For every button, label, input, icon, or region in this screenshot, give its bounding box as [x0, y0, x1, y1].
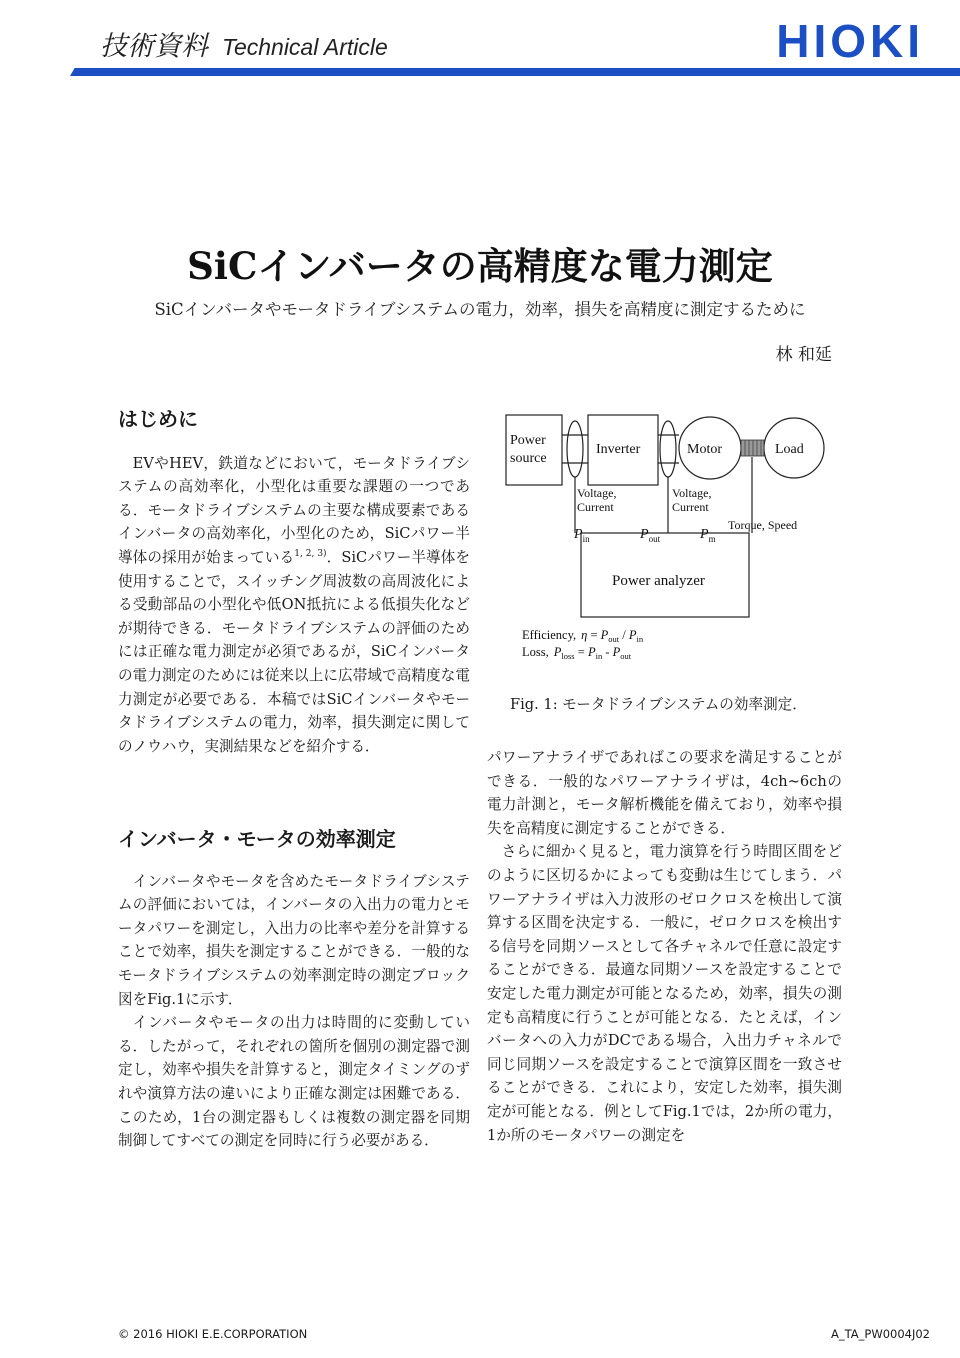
paragraph: パワーアナライザであればこの要求を満足することができる．一般的なパワーアナライザは，4ch~6chの電力計測と，モータ解析機能を備えており，効率や損失を高精度に測定することができる．: [487, 749, 842, 837]
paragraph-text: ．SiCパワー半導体を使用することで，スイッチング周波数の高周波化による受動部品の小型化や低ON抵抗による低損失化などが期待できる．モータドライブシステムの評価のためには正確な電力測定が必須であるが，SiCインバータの電力測定のためには従来以上に広帯域で高精度な電力測定が必要である．本稿ではSiCインバータやモータドライブシステムの電力，効率，損失測定に関してのノウハウ，実測結果などを紹介する．: [118, 548, 470, 755]
voltage-current-label: Voltage,: [672, 486, 712, 500]
footer-doc-id: A_TA_PW0004J02: [831, 1327, 930, 1341]
reference-marker: 1, 2, 3): [294, 549, 327, 560]
power-source-label: Power: [510, 433, 546, 448]
p-in-label: $P_{in}$: [574, 527, 590, 544]
loss-formula: Loss, $P_{loss} = P_{in} - P_{out}$: [522, 645, 632, 661]
power-source-box: [506, 415, 562, 485]
paragraph: インバータやモータの出力は時間的に変動している．したがって，それぞれの箇所を個別の測定器で測定し，効率や損失を計算すると，測定タイミングのずれや演算方法の違いにより正確な測定は困難である．このため，1台の測定器もしくは複数の測定器を同期制御してすべての測定を同時に行う必要がある．: [118, 1014, 470, 1150]
header-title: [100, 24, 388, 63]
section-heading: インバータ・モータの効率測定: [118, 827, 396, 851]
section-heading: はじめに: [118, 407, 198, 431]
section-efficiency: [118, 828, 470, 1153]
load-label: Load: [775, 442, 804, 457]
efficiency-formula: Efficiency, $\eta = P_{out} / P_{in}$: [522, 628, 644, 644]
voltage-current-label: Voltage,: [577, 486, 617, 500]
p-m-label: $P_m$: [700, 527, 716, 544]
footer-copyright: © 2016 HIOKI E.E.CORPORATION: [118, 1327, 308, 1341]
header-title-jp: 技術資料: [100, 31, 208, 62]
paragraph: さらに細かく見ると，電力演算を行う時間区間をどのように区切るかによっても変動は生じてしまう．パワーアナライザは入力波形のゼロクロスを検出して演算する区間を決定する．一般に，ゼロクロスを検出する信号を同期ソースとして各チャネルで任意に設定することができる．最適な同期ソースを設定することで安定した電力測定が可能となるため，効率，損失の測定も高精度に行うことが可能となる．たとえば，インバータへの入力がDCである場合，入出力チャネルで同じ同期ソースを設定することで演算区間を一致させることができる．これにより，安定した効率，損失測定が可能となる．例としてFig.1では，2か所の電力，1か所のモータパワーの測定を: [487, 843, 842, 1144]
section-introduction: [118, 408, 470, 758]
voltage-current-label: Current: [672, 500, 709, 514]
current-probe: [660, 421, 676, 477]
article-author: 林 和延: [775, 345, 832, 365]
current-probe: [567, 421, 583, 477]
article-title: SiCインバータの高精度な電力測定: [187, 244, 773, 288]
inverter-label: Inverter: [596, 442, 641, 457]
power-analyzer-label: Power analyzer: [612, 573, 705, 589]
right-column-text: [487, 746, 842, 1147]
figure-caption: Fig. 1: モータドライブシステムの効率測定．: [510, 696, 807, 713]
torque-sensor: [741, 440, 764, 456]
voltage-current-label: Current: [577, 500, 614, 514]
motor-label: Motor: [687, 442, 722, 457]
article-subtitle: SiCインバータやモータドライブシステムの電力，効率，損失を高精度に測定するために: [154, 300, 806, 319]
header-title-en: Technical Article: [222, 34, 388, 60]
block-diagram-figure: [500, 405, 840, 675]
paragraph: [118, 452, 470, 759]
paragraph: インバータやモータを含めたモータドライブシステムの評価においては，インバータの入出力の電力とモータパワーを測定し，入出力の比率や差分を計算することで効率，損失を測定することができる．一般的なモータドライブシステムの効率測定時の測定ブロック図をFig.1に示す．: [118, 872, 470, 1008]
torque-speed-label: Torque, Speed: [728, 518, 798, 532]
p-out-label: $P_{out}$: [640, 527, 661, 544]
hioki-logo: HIOKI: [776, 15, 924, 67]
power-source-label: source: [510, 451, 547, 466]
paragraph-text: EVやHEV，鉄道などにおいて，モータドライブシステムの高効率化，小型化は重要な課題の一つである．モータドライブシステムの主要な構成要素であるインバータの高効率化，小型化のため，SiCパワー半導体の採用が始まっている: [118, 454, 470, 566]
header-rule: [70, 68, 960, 76]
